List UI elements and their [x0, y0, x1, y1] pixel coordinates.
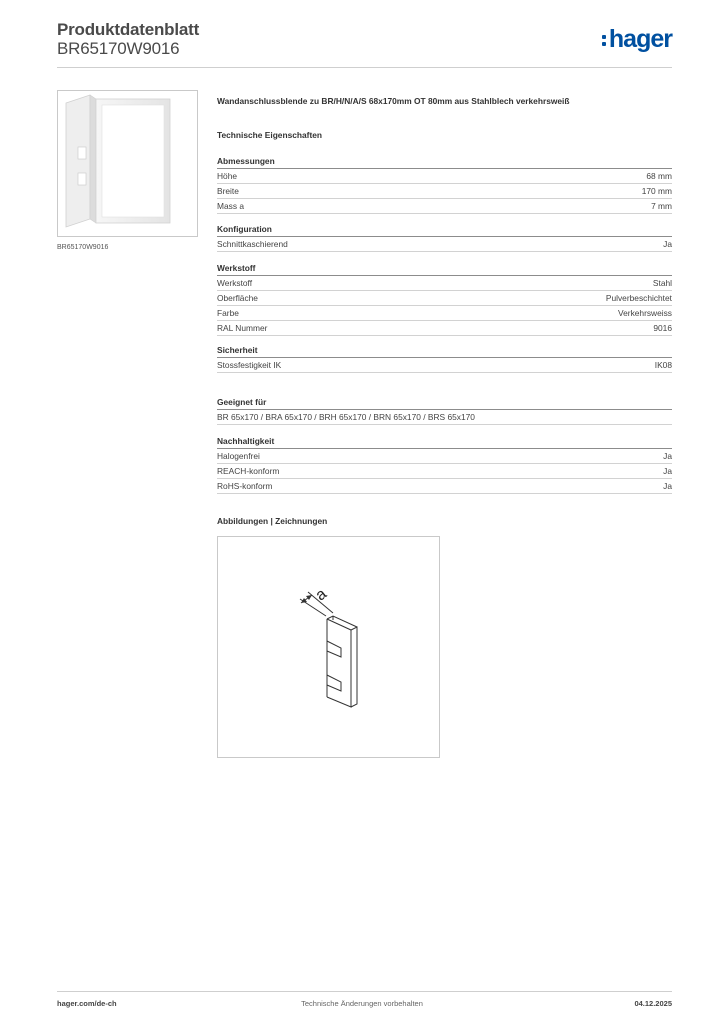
logo-text: hager	[608, 25, 672, 53]
spec-section-title: Werkstoff	[217, 262, 672, 276]
spec-label: Werkstoff	[217, 278, 253, 288]
spec-value: Pulverbeschichtet	[605, 293, 672, 303]
spec-section-title: Sicherheit	[217, 344, 672, 358]
spec-value: 9016	[653, 323, 672, 333]
spec-row	[217, 276, 672, 291]
spec-value: Stahl	[652, 278, 672, 288]
footer-notice: Technische Änderungen vorbehalten	[301, 999, 423, 1008]
spec-label: Oberfläche	[217, 293, 258, 303]
header-divider	[57, 67, 672, 68]
product-photo-icon	[58, 91, 197, 236]
spec-label: Farbe	[217, 308, 239, 318]
specs-heading: Technische Eigenschaften	[217, 130, 323, 140]
spec-row	[217, 479, 672, 494]
spec-row	[217, 169, 672, 184]
spec-row	[217, 321, 672, 336]
product-image-caption: BR65170W9016	[57, 244, 109, 251]
spec-section-safety	[217, 344, 672, 373]
dimension-drawing-icon	[218, 537, 439, 757]
footer-divider	[57, 991, 672, 992]
spec-row	[217, 464, 672, 479]
spec-row	[217, 410, 672, 425]
spec-value: Verkehrsweiss	[618, 308, 672, 318]
spec-value: Ja	[663, 481, 672, 491]
technical-drawing	[217, 536, 440, 758]
product-image	[57, 90, 198, 237]
spec-label: Höhe	[217, 171, 238, 181]
footer-date: 04.12.2025	[634, 999, 672, 1008]
spec-row	[217, 199, 672, 214]
spec-label: Schnittkaschierend	[217, 239, 288, 249]
spec-section-configuration	[217, 223, 672, 252]
spec-value: IK08	[654, 360, 672, 370]
spec-section-dimensions	[217, 155, 672, 214]
spec-row	[217, 306, 672, 321]
spec-label: Breite	[217, 186, 239, 196]
spec-section-title: Konfiguration	[217, 223, 672, 237]
spec-section-sustainability	[217, 435, 672, 494]
spec-section-title: Abmessungen	[217, 155, 672, 169]
spec-section-compatible	[217, 396, 672, 425]
figures-heading: Abbildungen | Zeichnungen	[217, 516, 328, 526]
article-number: BR65170W9016	[57, 39, 180, 58]
spec-value: 68 mm	[646, 171, 672, 181]
spec-label: Stossfestigkeit IK	[217, 360, 282, 370]
brand-logo	[602, 27, 672, 52]
spec-row	[217, 358, 672, 373]
spec-value: Ja	[663, 466, 672, 476]
spec-label: BR 65x170 / BRA 65x170 / BRH 65x170 / BRN 65x170 / BRS 65x170	[217, 412, 475, 422]
spec-value: Ja	[663, 451, 672, 461]
spec-value: 170 mm	[641, 186, 672, 196]
spec-label: RoHS-konform	[217, 481, 273, 491]
spec-label: Mass a	[217, 201, 244, 211]
spec-label: RAL Nummer	[217, 323, 268, 333]
page-title: Produktdatenblatt	[57, 20, 200, 39]
dimension-label: a	[312, 585, 331, 605]
spec-section-title: Nachhaltigkeit	[217, 435, 672, 449]
footer-website-link[interactable]: hager.com/de-ch	[57, 999, 117, 1008]
spec-label: REACH-konform	[217, 466, 280, 476]
spec-label: Halogenfrei	[217, 451, 260, 461]
spec-section-material	[217, 262, 672, 336]
spec-row	[217, 291, 672, 306]
spec-row	[217, 237, 672, 252]
spec-value: 7 mm	[651, 201, 672, 211]
spec-value: Ja	[663, 239, 672, 249]
product-description: Wandanschlussblende zu BR/H/N/A/S 68x170mm OT 80mm aus Stahlblech verkehrsweiß	[217, 96, 570, 106]
logo-mark-icon	[602, 35, 606, 49]
spec-row	[217, 184, 672, 199]
spec-row	[217, 449, 672, 464]
spec-section-title: Geeignet für	[217, 396, 672, 410]
